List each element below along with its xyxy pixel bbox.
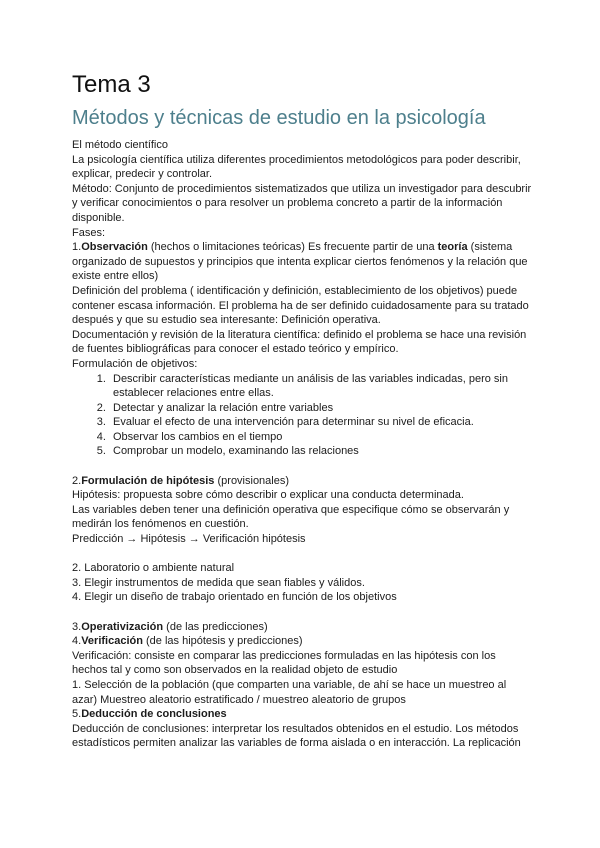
fase1-paragraph-problema: Definición del problema ( identificación y definición, establecimiento de los objetivos) puede contener escasa información. El problema ha de ser definido cuidadosamente para su tratado después y que su estudio sea interesante: Definición operativa. [72, 284, 529, 327]
fases-label: Fases: [72, 226, 106, 239]
paso-laboratorio: 2. Laboratorio o ambiente natural [72, 562, 235, 575]
fase1-paragraph-documentacion: Documentación y revisión de la literatura científica: definido el problema se hace una revisión de fuentes bibliográficas para conocer el estado teórico y empírico. [72, 328, 527, 356]
spacer [72, 605, 532, 620]
fase2-title: Formulación de hipótesis [81, 474, 215, 487]
fase1-text-a: (hechos o limitaciones teóricas) Es frecuente partir de una [147, 241, 438, 254]
fase5-paragraph-conclusiones: Deducción de conclusiones: interpretar los resultados obtenidos en el estudio. Los métodos estadísticos permiten analizar las variables de forma aislada o en interacción. La replicación [72, 722, 521, 750]
fase5-heading [72, 707, 532, 722]
fase2-rest: (provisionales) [214, 474, 290, 487]
fase3-heading [72, 620, 532, 635]
fase5-title: Deducción de conclusiones [81, 708, 227, 721]
document-page [72, 68, 532, 751]
metodo-definition: Método: Conjunto de procedimientos sistematizados que utiliza un investigador para descubrir y verificar conocimientos o para resolver un problema concreto a partir de la información disponible. [72, 182, 532, 224]
spacer [72, 547, 532, 562]
fase4-paragraph-verificacion: Verificación: consiste en comparar las predicciones formuladas en las hipótesis con los hechos tal y como son observados en la realidad objeto de estudio [72, 649, 496, 677]
spacer [72, 459, 532, 474]
fase4-paragraph-poblacion: 1. Selección de la población (que comparten una variable, de ahí se hace un muestreo al azar) Muestreo aleatorio estratificado / muestreo aleatorio de grupos [72, 678, 507, 706]
objetivos-list [72, 372, 532, 460]
list-item: 3. Evaluar el efecto de una intervención para determinar su nivel de eficacia. [109, 415, 532, 430]
fase1-text-b: (sistema organizado de supuestos y principios que intenta explicar ciertos fenómenos y la relación que existe entre ellos) [72, 241, 528, 283]
list-item: 5. Comprobar un modelo, examinando las relaciones [109, 444, 532, 459]
metodo-heading: El método científico [72, 139, 168, 151]
paso-diseno: 4. Elegir un diseño de trabajo orientado en función de los objetivos [72, 591, 397, 604]
fase3-rest: (de las predicciones) [163, 620, 268, 633]
fase4-number: 4. [72, 635, 82, 648]
fase1-number: 1. [72, 241, 82, 254]
fase1-title: Observación [81, 241, 148, 254]
fase4-rest: (de las hipótesis y predicciones) [142, 635, 303, 648]
fase3-number: 3. [72, 620, 82, 633]
fase1-paragraph-objetivos: Formulación de objetivos: [72, 357, 198, 370]
fase2-heading [72, 474, 532, 489]
paso-instrumentos: 3. Elegir instrumentos de medida que sean fiables y válidos. [72, 576, 365, 589]
fase2-paragraph-prediccion: Predicción → Hipótesis → Verificación hipótesis [72, 533, 306, 546]
fase4-title: Verificación [81, 635, 143, 648]
page-title: Tema 3 [72, 71, 151, 98]
fase1-teoria: teoría [437, 241, 468, 254]
page-subtitle: Métodos y técnicas de estudio en la psicología [72, 107, 486, 129]
metodo-intro: La psicología científica utiliza diferentes procedimientos metodológicos para poder describir, explicar, predecir y controlar. [72, 153, 521, 181]
fase2-paragraph-variables: Las variables deben tener una definición operativa que especifique cómo se observarán y medirán los fenómenos en cuestión. [72, 503, 510, 531]
list-item: 4. Observar los cambios en el tiempo [109, 430, 532, 445]
fase2-number: 2. [72, 474, 82, 487]
fase2-paragraph-hipotesis: Hipótesis: propuesta sobre cómo describir o explicar una conducta determinada. [72, 489, 464, 502]
fase5-number: 5. [72, 708, 82, 721]
list-item: 1. Describir características mediante un análisis de las variables indicadas, pero sin establecer relaciones entre ellas. [109, 372, 532, 401]
fase4-heading [72, 634, 532, 649]
fase3-title: Operativización [81, 620, 164, 633]
list-item: 2. Detectar y analizar la relación entre variables [109, 401, 532, 416]
fase1-heading [72, 240, 532, 284]
